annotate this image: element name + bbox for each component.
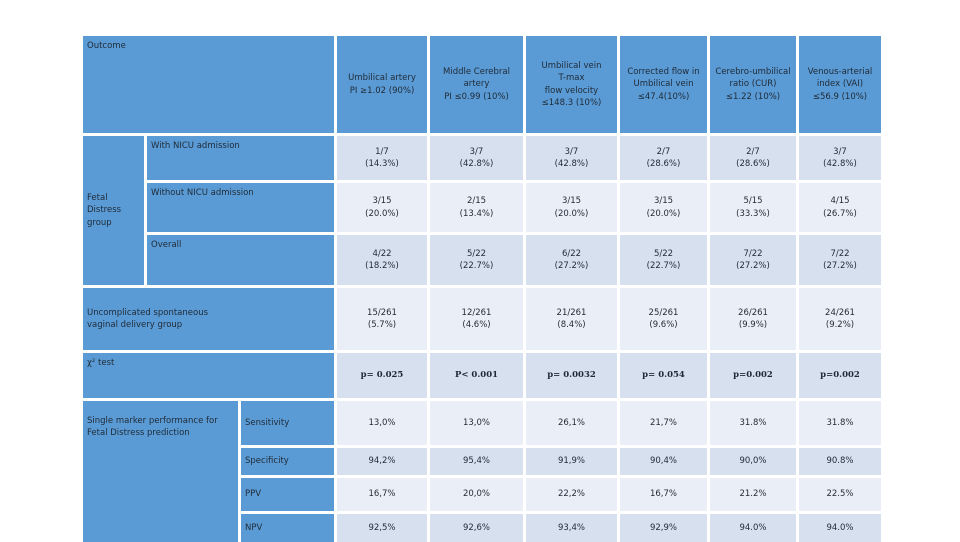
row-label-sensitivity: Sensitivity xyxy=(241,401,334,445)
table-cell: p= 0.025 xyxy=(337,353,427,398)
table-cell: 26/261 (9.9%) xyxy=(710,288,796,350)
col-header-umbilical-artery: Umbilical artery PI ≥1.02 (90%) xyxy=(337,36,427,133)
table-cell: 2/7 (28.6%) xyxy=(710,136,796,180)
table-cell: 13,0% xyxy=(430,401,523,445)
table-cell: 5/22 (22.7%) xyxy=(620,235,707,285)
table-cell: 5/15 (33.3%) xyxy=(710,183,796,232)
table-cell: 31.8% xyxy=(710,401,796,445)
table-cell: 1/7 (14.3%) xyxy=(337,136,427,180)
table-cell: 22.5% xyxy=(799,478,881,511)
table-cell: 5/22 (22.7%) xyxy=(430,235,523,285)
outcome-header: Outcome xyxy=(83,36,334,133)
row-label-usvd: Uncomplicated spontaneous vaginal delivery group xyxy=(83,288,334,350)
table-cell: 15/261 (5.7%) xyxy=(337,288,427,350)
row-label-npv: NPV xyxy=(241,514,334,542)
row-label-ppv: PPV xyxy=(241,478,334,511)
table-cell: 20,0% xyxy=(430,478,523,511)
table-cell: 4/22 (18.2%) xyxy=(337,235,427,285)
row-label-overall: Overall xyxy=(147,235,334,285)
table-cell: 3/7 (42.8%) xyxy=(799,136,881,180)
table-cell: 91,9% xyxy=(526,448,617,475)
col-header-corrected-flow: Corrected flow in Umbilical vein ≤47.4(10%) xyxy=(620,36,707,133)
table-cell: 25/261 (9.6%) xyxy=(620,288,707,350)
table-cell: 90,4% xyxy=(620,448,707,475)
table-cell: 90.8% xyxy=(799,448,881,475)
table-cell: 21.2% xyxy=(710,478,796,511)
table-cell: 26,1% xyxy=(526,401,617,445)
table-cell: 3/7 (42.8%) xyxy=(430,136,523,180)
col-header-umbilical-vein-tmax: Umbilical vein T-max flow velocity ≤148.3 (10%) xyxy=(526,36,617,133)
table-cell: 16,7% xyxy=(337,478,427,511)
table-cell: 4/15 (26.7%) xyxy=(799,183,881,232)
outcome-table xyxy=(83,36,873,533)
table-cell: 94,2% xyxy=(337,448,427,475)
table-cell: 21,7% xyxy=(620,401,707,445)
single-marker-label: Single marker performance for Fetal Distress prediction xyxy=(83,401,238,542)
table-cell: 92,5% xyxy=(337,514,427,542)
table-cell: 3/7 (42.8%) xyxy=(526,136,617,180)
table-cell: p= 0.0032 xyxy=(526,353,617,398)
table-cell: 7/22 (27.2%) xyxy=(710,235,796,285)
table-cell: 92,9% xyxy=(620,514,707,542)
table-cell: 21/261 (8.4%) xyxy=(526,288,617,350)
table-cell: 31.8% xyxy=(799,401,881,445)
col-header-vai: Venous-arterial index (VAI) ≤56.9 (10%) xyxy=(799,36,881,133)
table-cell: 22,2% xyxy=(526,478,617,511)
table-cell: 93,4% xyxy=(526,514,617,542)
table-cell: 13,0% xyxy=(337,401,427,445)
table-cell: 94.0% xyxy=(710,514,796,542)
table-cell: 95,4% xyxy=(430,448,523,475)
table-cell: 7/22 (27.2%) xyxy=(799,235,881,285)
table-cell: 6/22 (27.2%) xyxy=(526,235,617,285)
table-cell: 2/15 (13.4%) xyxy=(430,183,523,232)
table-cell: 3/15 (20.0%) xyxy=(620,183,707,232)
row-label-with-nicu: With NICU admission xyxy=(147,136,334,180)
table-cell: 3/15 (20.0%) xyxy=(337,183,427,232)
fetal-distress-group-label: Fetal Distress group xyxy=(83,136,144,285)
row-label-specificity: Specificity xyxy=(241,448,334,475)
table-cell: 3/15 (20.0%) xyxy=(526,183,617,232)
table-cell: 92,6% xyxy=(430,514,523,542)
col-header-middle-cerebral-artery: Middle Cerebral artery PI ≤0.99 (10%) xyxy=(430,36,523,133)
table-cell: 2/7 (28.6%) xyxy=(620,136,707,180)
table-cell: 24/261 (9.2%) xyxy=(799,288,881,350)
table-cell: 90,0% xyxy=(710,448,796,475)
table-cell: p=0.002 xyxy=(710,353,796,398)
table-cell: 94.0% xyxy=(799,514,881,542)
col-header-cur: Cerebro-umbilical ratio (CUR) ≤1.22 (10%) xyxy=(710,36,796,133)
table-cell: 16,7% xyxy=(620,478,707,511)
row-label-without-nicu: Without NICU admission xyxy=(147,183,334,232)
table-cell: 12/261 (4.6%) xyxy=(430,288,523,350)
table-cell: p=0.002 xyxy=(799,353,881,398)
row-label-chi-test: χ² test xyxy=(83,353,334,398)
table-cell: P< 0.001 xyxy=(430,353,523,398)
table-cell: p= 0.054 xyxy=(620,353,707,398)
